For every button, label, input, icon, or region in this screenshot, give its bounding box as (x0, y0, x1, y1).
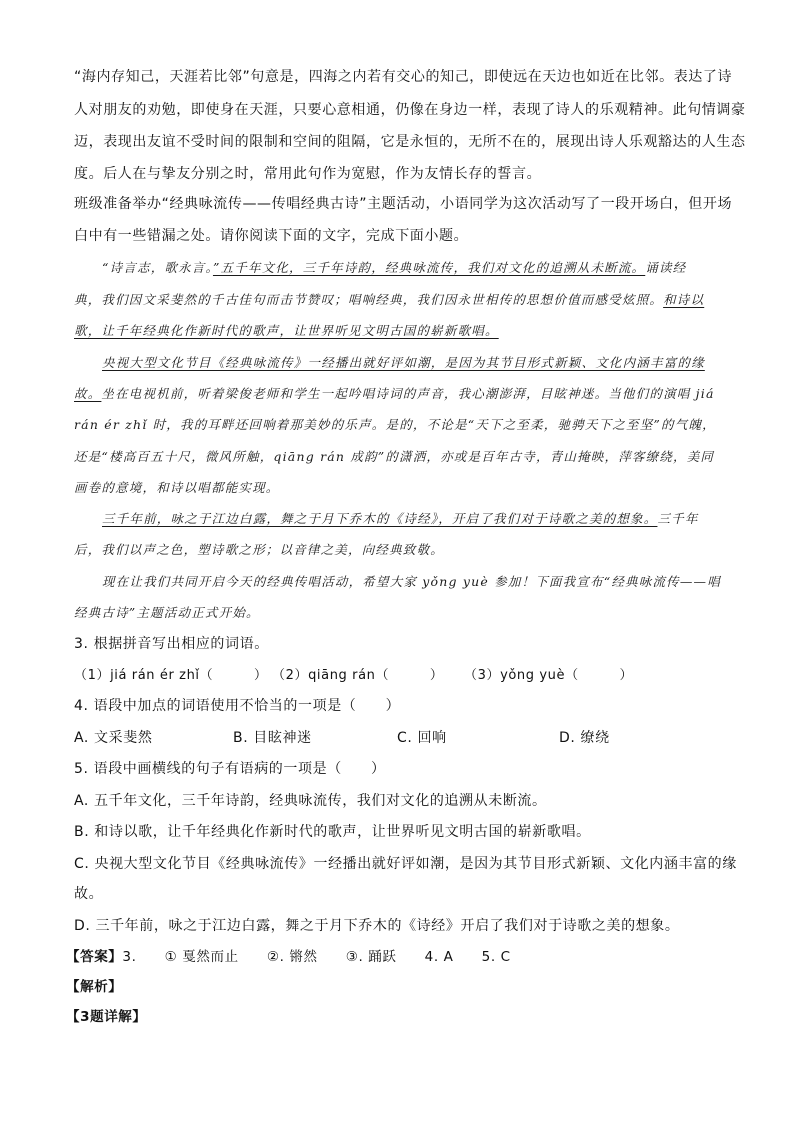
passage-text: “诗言志，歌永言。 (102, 260, 213, 275)
q3-item-2: （2）qiāng rán（ ） (272, 668, 444, 683)
q3-item-1: （1）jiá rán ér zhǐ（ ） (74, 668, 268, 683)
answer-line (66, 945, 511, 965)
answer-text: 3. ① 戛然而止 ②. 锵然 ③. 踊跃 4. A 5. C (122, 949, 511, 965)
underlined-sentence: ”五千年文化，三千年诗韵，经典咏流传，我们对文化的追溯从未断流。 (212, 260, 646, 275)
q5-option-a: A. 五千年文化，三千年诗韵，经典咏流传，我们对文化的追溯从未断流。 (74, 793, 547, 809)
passage-text: 坐在电视机前，听着梁俊老师和学生一起吟唱诗词的声音，我心潮澎湃，目眩神迷。当他们的演唱 jiá (101, 386, 715, 401)
passage-line (74, 384, 715, 402)
q4-option-c: C. 回响 (397, 730, 447, 746)
passage-text: 典，我们因文采斐然的千古佳句而击节赞叹；唱响经典，我们因永世相传的思想价值而感受炫照。 (74, 292, 664, 307)
passage-line (102, 509, 699, 527)
passage-line: 后，我们以声之色，塑诗歌之形；以音律之美，向经典致敬。 (74, 542, 444, 557)
underlined-sentence: 歌，让千年经典化作新时代的歌声，让世界听见文明古国的崭新歌唱。 (74, 323, 499, 338)
intro-line: 迈，表现出友谊不受时间的限制和空间的阻隔，它是永恒的，无所不在的，展现出诗人乐观豁达的人生态 (74, 134, 746, 150)
question-3-stem: 3. 根据拼音写出相应的词语。 (74, 636, 269, 652)
q5-option-c: C. 央视大型文化节目《经典咏流传》一经播出就好评如潮，是因为其节目形式新颖、文化内涵丰富的缘 (74, 856, 737, 872)
question-5-stem: 5. 语段中画横线的句子有语病的一项是（ ） (74, 761, 386, 777)
question-4-stem: 4. 语段中加点的词语使用不恰当的一项是（ ） (74, 698, 401, 714)
passage-line: 还是“楼高百五十尺，微风所触，qiāng rán 成韵”的潇洒，亦或是百年古寺，青山掩映，萍客缭绕，美同 (74, 449, 715, 464)
q5-option-c-cont: 故。 (74, 886, 104, 902)
passage-text: 三千年 (657, 511, 699, 526)
underlined-sentence: 和诗以 (663, 292, 705, 307)
underlined-sentence: 三千年前，咏之于江边白露，舞之于月下乔木的《诗经》，开启了我们对于诗歌之美的想象。 (102, 511, 658, 526)
q5-option-d: D. 三千年前，咏之于江边白露，舞之于月下乔木的《诗经》开启了我们对于诗歌之美的想象。 (74, 918, 680, 934)
passage-line: 画卷的意境，和诗以唱都能实现。 (74, 480, 280, 495)
passage-text: 诵读经 (645, 260, 687, 275)
passage-line (102, 258, 686, 276)
q5-option-b: B. 和诗以歌，让千年经典化作新时代的歌声，让世界听见文明古国的崭新歌唱。 (74, 824, 591, 840)
q4-option-d: D. 缭绕 (559, 730, 610, 746)
underlined-sentence: 央视大型文化节目《经典咏流传》一经播出就好评如潮，是因为其节目形式新颖、文化内涵丰富的缘 (102, 355, 705, 370)
underlined-sentence: 故。 (74, 386, 102, 401)
analysis-label: 【解析】 (66, 979, 123, 995)
answer-label: 【答案】 (66, 949, 123, 965)
intro-line: 白中有一些错漏之处。请你阅读下面的文字，完成下面小题。 (74, 228, 469, 244)
intro-line: 班级准备举办“经典咏流传——传唱经典古诗”主题活动，小语同学为这次活动写了一段开场白，但开场 (74, 196, 733, 212)
intro-line: 度。后人在与挚友分别之时，常用此句作为宽慰，作为友情长存的誓言。 (74, 166, 542, 182)
q4-option-b: B. 目眩神迷 (233, 730, 312, 746)
passage-line: 经典古诗”主题活动正式开始。 (74, 605, 260, 620)
passage-line: rán ér zhǐ 时，我的耳畔还回响着那美妙的乐声。是的，不论是“天下之至柔，驰骋天下之至坚”的气魄， (74, 417, 716, 432)
q3-item-3: （3）yǒng yuè（ ） (464, 668, 634, 683)
passage-line: 现在让我们共同开启今天的经典传唱活动，希望大家 yǒng yuè 参加！下面我宣布“经典咏流传——唱 (102, 574, 721, 589)
intro-line: “海内存知己，天涯若比邻”句意是，四海之内若有交心的知己，即使远在天边也如近在比邻。表达了诗 (74, 69, 733, 85)
detail-label: 【3题详解】 (66, 1009, 147, 1025)
intro-line: 人对朋友的劝勉，即使身在天涯，只要心意相通，仍像在身边一样，表现了诗人的乐观精神。此句情调豪 (74, 102, 746, 118)
passage-line (74, 290, 704, 308)
q4-option-a: A. 文采斐然 (74, 730, 153, 746)
